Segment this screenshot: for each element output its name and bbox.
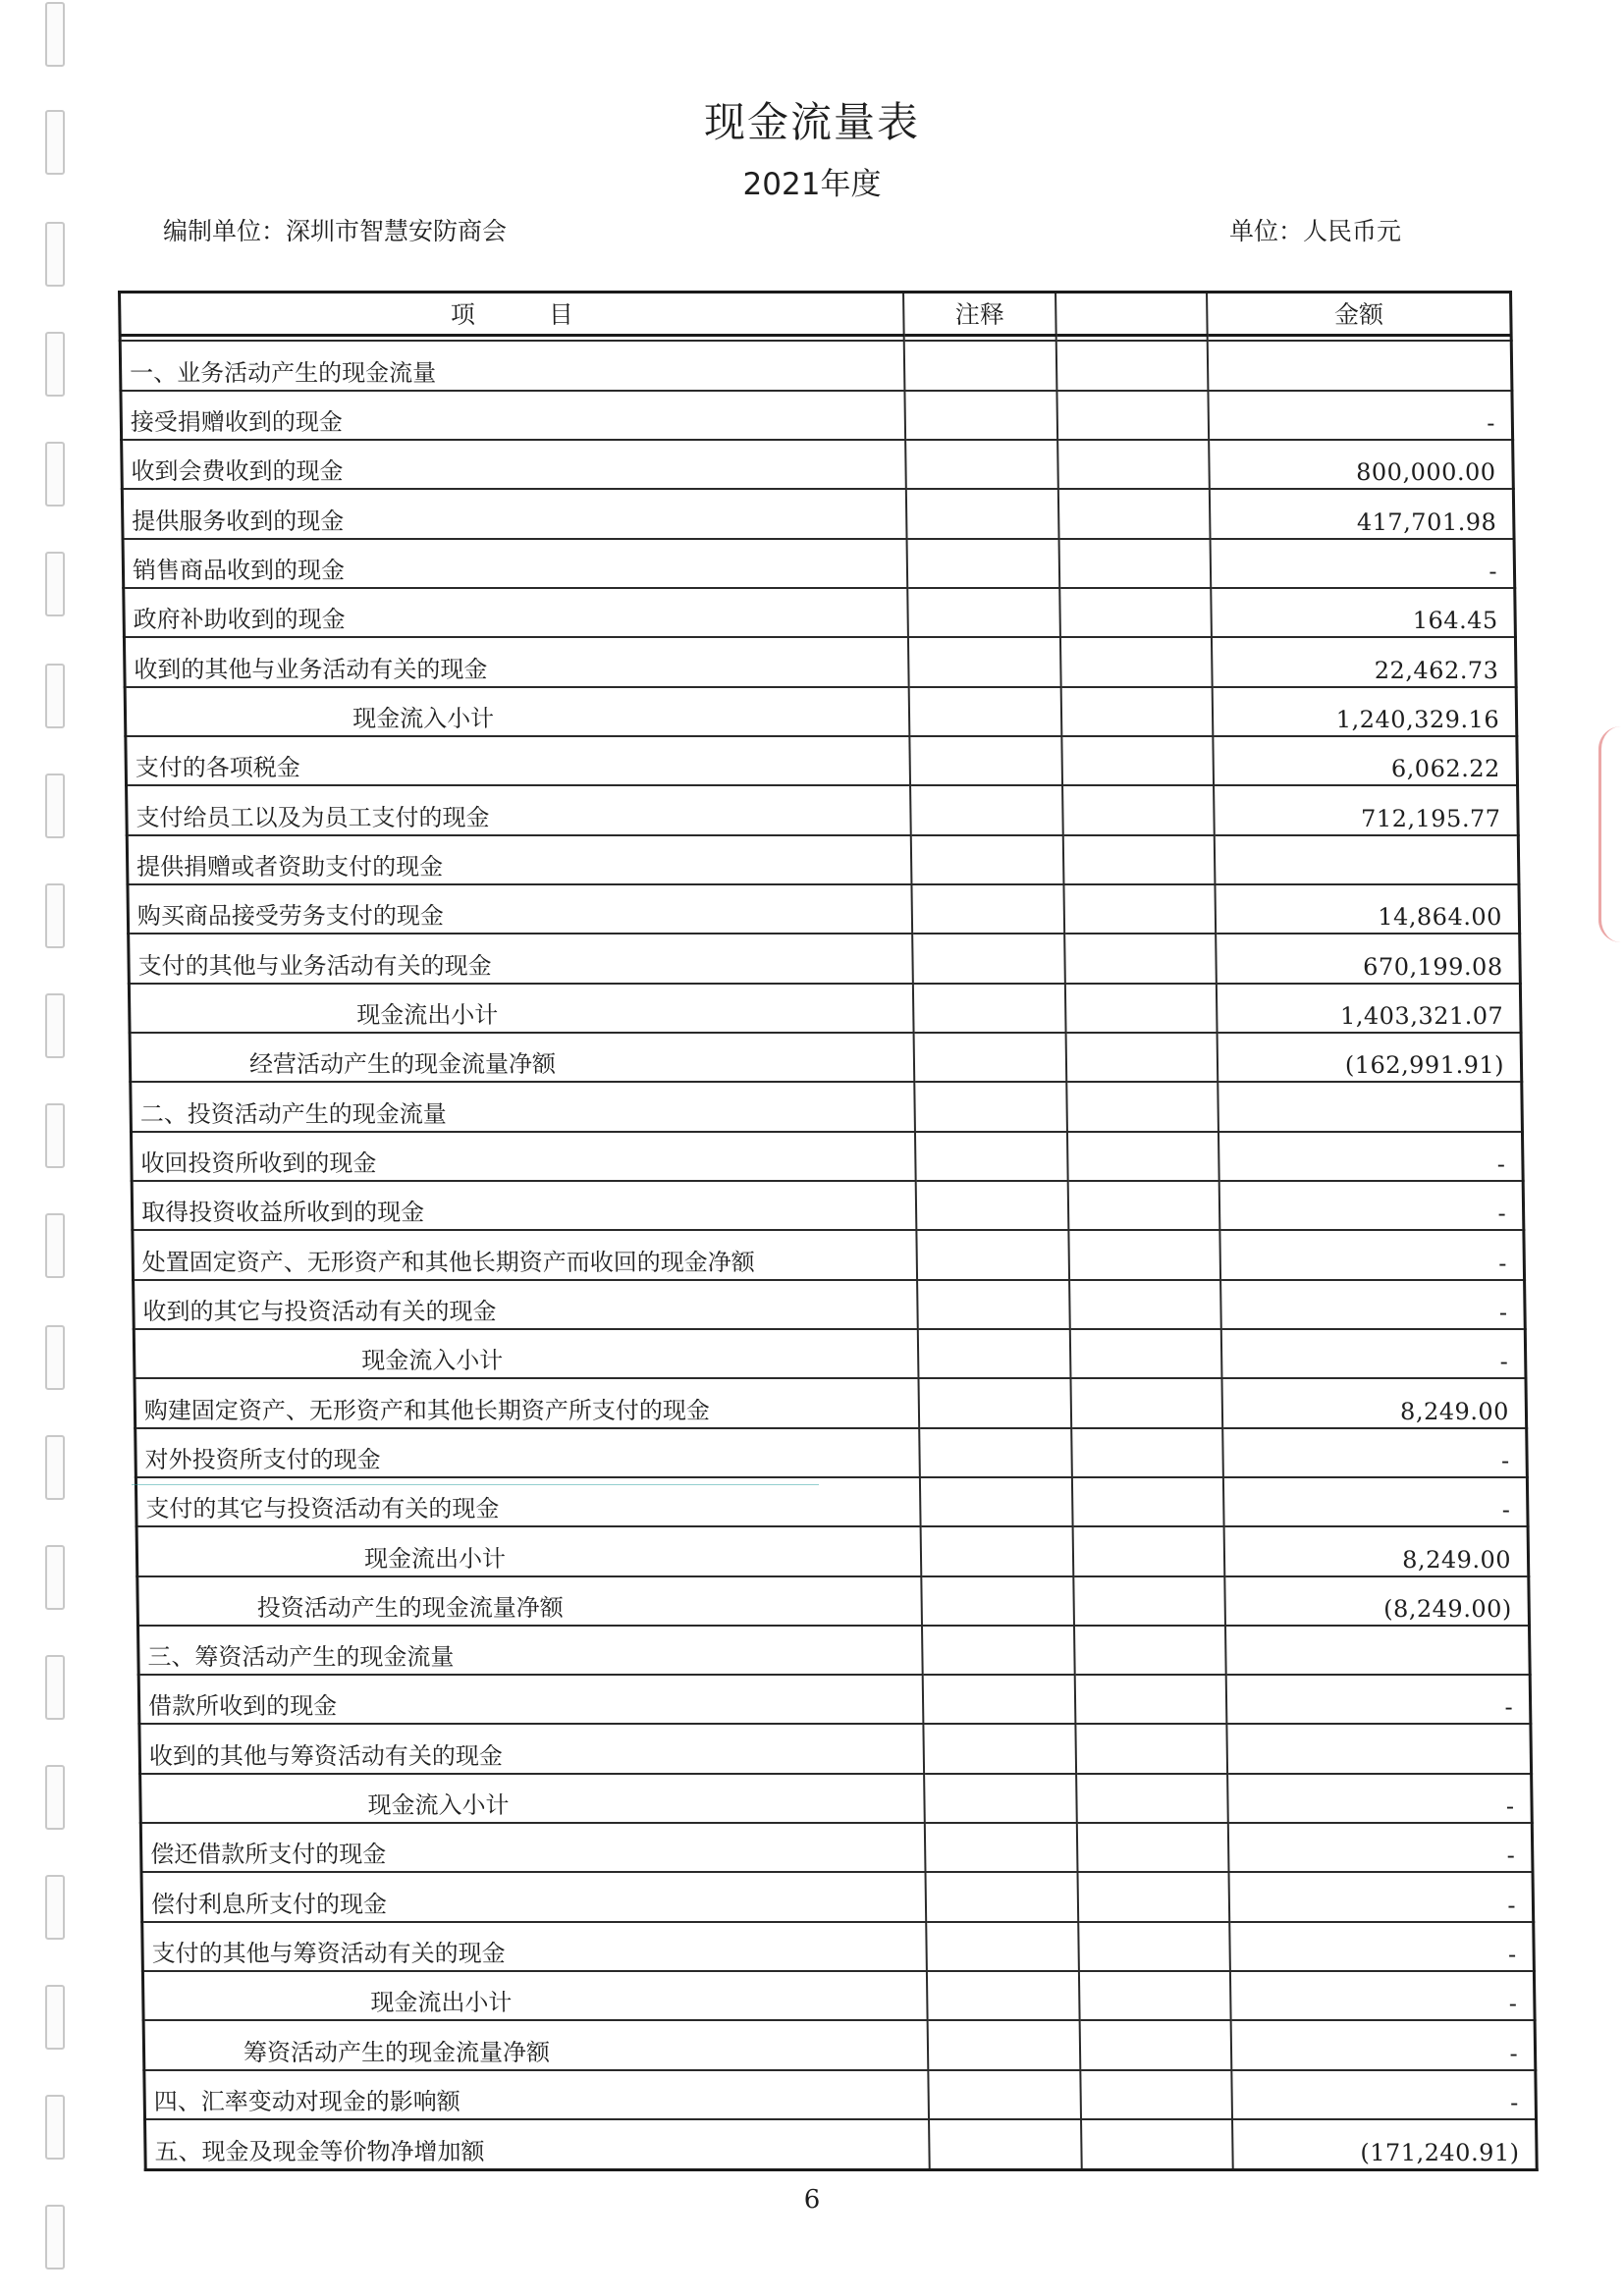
row-note-cell bbox=[914, 1082, 1066, 1131]
binding-holes bbox=[45, 0, 69, 2296]
table-body bbox=[120, 336, 1537, 2170]
row-amount: 8,249.00 bbox=[1222, 1378, 1527, 1427]
table-row bbox=[135, 1428, 1528, 1477]
row-amount: - bbox=[1232, 2070, 1537, 2119]
row-note-cell bbox=[910, 736, 1062, 785]
row-blank-cell bbox=[1057, 440, 1210, 489]
row-item-label: 经营活动产生的现金流量净额 bbox=[130, 1033, 914, 1082]
row-amount: - bbox=[1230, 1971, 1535, 2020]
row-item-label: 政府补助收到的现金 bbox=[124, 588, 908, 637]
row-note-cell bbox=[913, 984, 1065, 1033]
row-amount: - bbox=[1209, 391, 1513, 440]
table-row bbox=[122, 489, 1514, 538]
table-row bbox=[126, 736, 1518, 785]
row-item-label: 现金流入小计 bbox=[134, 1329, 918, 1378]
table-row bbox=[131, 1132, 1523, 1181]
row-item-label: 现金流出小计 bbox=[136, 1526, 921, 1575]
row-item-label: 四、汇率变动对现金的影响额 bbox=[144, 2070, 929, 2119]
column-header-note: 注释 bbox=[903, 293, 1056, 336]
column-header-item: 项 目 bbox=[120, 293, 904, 336]
row-note-cell bbox=[921, 1526, 1073, 1575]
table-row bbox=[143, 2020, 1536, 2069]
binding-hole bbox=[45, 2, 65, 67]
row-amount: - bbox=[1220, 1280, 1525, 1329]
binding-hole bbox=[45, 332, 65, 397]
row-item-label: 提供服务收到的现金 bbox=[122, 489, 906, 538]
row-blank-cell bbox=[1079, 1971, 1231, 2020]
row-blank-cell bbox=[1062, 835, 1215, 884]
row-item-label: 支付的其它与投资活动有关的现金 bbox=[135, 1477, 920, 1526]
row-item-label: 购建固定资产、无形资产和其他长期资产所支付的现金 bbox=[135, 1378, 919, 1427]
row-amount bbox=[1225, 1626, 1530, 1675]
row-note-cell bbox=[926, 1922, 1078, 1971]
row-note-cell bbox=[909, 687, 1061, 736]
table-row bbox=[134, 1329, 1526, 1378]
row-note-cell bbox=[924, 1724, 1076, 1773]
row-item-label: 购买商品接受劳务支付的现金 bbox=[128, 884, 912, 934]
table-row bbox=[123, 539, 1515, 588]
fiscal-year: 2021年度 bbox=[742, 167, 882, 202]
binding-hole bbox=[45, 993, 65, 1058]
row-item-label: 支付的其他与业务活动有关的现金 bbox=[129, 934, 913, 983]
table-row bbox=[127, 785, 1519, 834]
binding-hole bbox=[45, 1655, 65, 1720]
row-blank-cell bbox=[1056, 341, 1208, 390]
cash-flow-table bbox=[118, 291, 1539, 2171]
row-amount: - bbox=[1226, 1675, 1531, 1724]
table-row bbox=[139, 1724, 1532, 1773]
row-item-label: 偿付利息所支付的现金 bbox=[141, 1872, 926, 1921]
row-note-cell bbox=[916, 1181, 1068, 1230]
row-amount: - bbox=[1230, 1922, 1535, 1971]
row-amount bbox=[1218, 1082, 1523, 1131]
row-blank-cell bbox=[1071, 1428, 1223, 1477]
row-amount: - bbox=[1211, 539, 1515, 588]
row-blank-cell bbox=[1064, 934, 1217, 983]
page-title: 现金流量表 bbox=[703, 98, 920, 146]
row-item-label: 投资活动产生的现金流量净额 bbox=[137, 1576, 922, 1626]
binding-hole bbox=[45, 1545, 65, 1610]
stamp-edge bbox=[1598, 726, 1621, 942]
row-blank-cell bbox=[1062, 785, 1215, 834]
row-item-label: 二、投资活动产生的现金流量 bbox=[131, 1082, 915, 1131]
row-amount: - bbox=[1227, 1774, 1532, 1823]
row-blank-cell bbox=[1060, 687, 1213, 736]
table-row bbox=[134, 1280, 1526, 1329]
row-item-label: 筹资活动产生的现金流量净额 bbox=[143, 2020, 928, 2069]
row-blank-cell bbox=[1077, 1823, 1229, 1872]
binding-hole bbox=[45, 1103, 65, 1168]
row-item-label: 现金流出小计 bbox=[142, 1971, 927, 2020]
row-note-cell bbox=[918, 1329, 1070, 1378]
row-amount bbox=[1227, 1724, 1532, 1773]
row-amount: - bbox=[1218, 1132, 1523, 1181]
row-item-label: 三、筹资活动产生的现金流量 bbox=[137, 1626, 922, 1675]
table-row bbox=[140, 1823, 1533, 1872]
column-header-blank bbox=[1056, 293, 1208, 336]
row-blank-cell bbox=[1058, 489, 1211, 538]
row-amount bbox=[1208, 341, 1512, 390]
table-row bbox=[132, 1181, 1524, 1230]
row-item-label: 现金流入小计 bbox=[125, 687, 909, 736]
binding-hole bbox=[45, 552, 65, 616]
row-blank-cell bbox=[1068, 1230, 1220, 1279]
row-amount: 417,701.98 bbox=[1210, 489, 1514, 538]
row-amount: (8,249.00) bbox=[1225, 1576, 1530, 1626]
row-note-cell bbox=[919, 1378, 1071, 1427]
binding-hole bbox=[45, 1875, 65, 1940]
row-blank-cell bbox=[1074, 1675, 1226, 1724]
row-amount: 14,864.00 bbox=[1216, 884, 1520, 934]
row-blank-cell bbox=[1066, 1082, 1218, 1131]
row-item-label: 处置固定资产、无形资产和其他长期资产而收回的现金净额 bbox=[133, 1230, 917, 1279]
table-row bbox=[133, 1230, 1525, 1279]
row-blank-cell bbox=[1073, 1576, 1225, 1626]
binding-hole bbox=[45, 664, 65, 728]
row-note-cell bbox=[923, 1675, 1075, 1724]
row-amount: 1,403,321.07 bbox=[1217, 984, 1521, 1033]
table-row bbox=[122, 440, 1514, 489]
row-note-cell bbox=[905, 440, 1057, 489]
column-header-amount: 金额 bbox=[1207, 293, 1511, 336]
table-row bbox=[145, 2119, 1538, 2169]
row-note-cell bbox=[927, 1971, 1079, 2020]
row-blank-cell bbox=[1072, 1526, 1224, 1575]
row-blank-cell bbox=[1070, 1378, 1222, 1427]
row-blank-cell bbox=[1063, 884, 1216, 934]
row-amount: - bbox=[1223, 1428, 1528, 1477]
row-item-label: 现金流入小计 bbox=[140, 1774, 925, 1823]
row-note-cell bbox=[921, 1576, 1073, 1626]
table-row bbox=[144, 2070, 1537, 2119]
row-blank-cell bbox=[1069, 1280, 1221, 1329]
row-amount: (171,240.91) bbox=[1232, 2119, 1537, 2169]
row-note-cell bbox=[915, 1132, 1067, 1181]
row-amount: - bbox=[1221, 1329, 1526, 1378]
row-blank-cell bbox=[1081, 2119, 1233, 2169]
row-note-cell bbox=[911, 835, 1063, 884]
row-blank-cell bbox=[1060, 637, 1213, 686]
row-item-label: 对外投资所支付的现金 bbox=[135, 1428, 920, 1477]
table-row bbox=[124, 588, 1516, 637]
row-amount: - bbox=[1220, 1230, 1525, 1279]
row-note-cell bbox=[907, 539, 1059, 588]
row-amount: - bbox=[1223, 1477, 1528, 1526]
row-item-label: 支付的其他与筹资活动有关的现金 bbox=[142, 1922, 927, 1971]
table-row bbox=[135, 1378, 1527, 1427]
table-row bbox=[129, 984, 1521, 1033]
row-blank-cell bbox=[1070, 1329, 1222, 1378]
row-amount: 800,000.00 bbox=[1209, 440, 1513, 489]
row-item-label: 支付的各项税金 bbox=[126, 736, 910, 785]
table-row bbox=[142, 1922, 1535, 1971]
row-item-label: 现金流出小计 bbox=[129, 984, 913, 1033]
row-note-cell bbox=[926, 1872, 1078, 1921]
row-amount: 712,195.77 bbox=[1214, 785, 1518, 834]
row-blank-cell bbox=[1074, 1626, 1226, 1675]
row-item-label: 收到的其他与业务活动有关的现金 bbox=[124, 637, 908, 686]
row-blank-cell bbox=[1067, 1181, 1219, 1230]
row-item-label: 收到会费收到的现金 bbox=[122, 440, 906, 489]
cash-flow-table-wrapper bbox=[118, 291, 1539, 2171]
table-row bbox=[136, 1526, 1529, 1575]
row-item-label: 销售商品收到的现金 bbox=[123, 539, 907, 588]
table-row bbox=[129, 934, 1521, 983]
row-note-cell bbox=[929, 2119, 1081, 2169]
row-note-cell bbox=[905, 391, 1057, 440]
row-note-cell bbox=[924, 1774, 1076, 1823]
row-note-cell bbox=[907, 588, 1059, 637]
row-item-label: 五、现金及现金等价物净增加额 bbox=[145, 2119, 930, 2169]
row-blank-cell bbox=[1061, 736, 1214, 785]
row-amount: - bbox=[1231, 2020, 1536, 2069]
row-blank-cell bbox=[1080, 2070, 1232, 2119]
row-note-cell bbox=[910, 785, 1062, 834]
row-amount: 670,199.08 bbox=[1216, 934, 1520, 983]
row-amount: - bbox=[1229, 1872, 1534, 1921]
table-row bbox=[127, 835, 1519, 884]
table-row bbox=[141, 1872, 1534, 1921]
row-amount: 6,062.22 bbox=[1214, 736, 1518, 785]
row-note-cell bbox=[912, 934, 1064, 983]
row-blank-cell bbox=[1067, 1132, 1219, 1181]
row-amount: - bbox=[1228, 1823, 1533, 1872]
row-blank-cell bbox=[1065, 984, 1218, 1033]
row-note-cell bbox=[908, 637, 1060, 686]
binding-hole bbox=[45, 1765, 65, 1830]
row-item-label: 提供捐赠或者资助支付的现金 bbox=[127, 835, 911, 884]
row-item-label: 收到的其它与投资活动有关的现金 bbox=[134, 1280, 918, 1329]
row-note-cell bbox=[919, 1428, 1071, 1477]
row-blank-cell bbox=[1056, 391, 1209, 440]
row-blank-cell bbox=[1078, 1922, 1230, 1971]
row-note-cell bbox=[922, 1626, 1074, 1675]
row-amount bbox=[1215, 835, 1519, 884]
row-note-cell bbox=[912, 884, 1064, 934]
row-blank-cell bbox=[1059, 588, 1212, 637]
table-row bbox=[137, 1626, 1530, 1675]
table-row bbox=[138, 1675, 1531, 1724]
row-amount: 22,462.73 bbox=[1212, 637, 1516, 686]
row-item-label: 取得投资收益所收到的现金 bbox=[132, 1181, 916, 1230]
table-row bbox=[142, 1971, 1535, 2020]
row-note-cell bbox=[928, 2070, 1080, 2119]
row-blank-cell bbox=[1076, 1774, 1228, 1823]
row-note-cell bbox=[920, 1477, 1072, 1526]
currency-unit: 单位：人民币元 bbox=[1229, 217, 1402, 245]
table-header-row bbox=[120, 293, 1512, 336]
row-blank-cell bbox=[1058, 539, 1211, 588]
table-row bbox=[120, 341, 1512, 390]
row-blank-cell bbox=[1079, 2020, 1231, 2069]
scan-mark bbox=[132, 1484, 819, 1485]
table-row bbox=[137, 1576, 1530, 1626]
binding-hole bbox=[45, 774, 65, 838]
row-item-label: 接受捐赠收到的现金 bbox=[121, 391, 905, 440]
row-note-cell bbox=[917, 1280, 1069, 1329]
table-row bbox=[121, 391, 1513, 440]
binding-hole bbox=[45, 1985, 65, 2050]
binding-hole bbox=[45, 1435, 65, 1500]
row-amount: (162,991.91) bbox=[1218, 1033, 1522, 1082]
page-number: 6 bbox=[803, 2185, 821, 2215]
row-item-label: 偿还借款所支付的现金 bbox=[140, 1823, 925, 1872]
row-item-label: 借款所收到的现金 bbox=[138, 1675, 923, 1724]
row-amount: - bbox=[1219, 1181, 1524, 1230]
table-row bbox=[125, 687, 1517, 736]
row-amount: 1,240,329.16 bbox=[1213, 687, 1517, 736]
row-item-label: 支付给员工以及为员工支付的现金 bbox=[127, 785, 911, 834]
row-blank-cell bbox=[1072, 1477, 1224, 1526]
row-blank-cell bbox=[1075, 1724, 1227, 1773]
table-row bbox=[131, 1082, 1523, 1131]
row-note-cell bbox=[906, 489, 1058, 538]
row-amount: 164.45 bbox=[1212, 588, 1516, 637]
row-note-cell bbox=[904, 341, 1056, 390]
row-item-label: 收到的其他与筹资活动有关的现金 bbox=[139, 1724, 924, 1773]
row-note-cell bbox=[925, 1823, 1077, 1872]
table-row bbox=[130, 1033, 1522, 1082]
row-note-cell bbox=[928, 2020, 1080, 2069]
binding-hole bbox=[45, 222, 65, 287]
binding-hole bbox=[45, 2095, 65, 2160]
preparing-entity: 编制单位：深圳市智慧安防商会 bbox=[163, 217, 508, 245]
binding-hole bbox=[45, 442, 65, 507]
table-row bbox=[124, 637, 1516, 686]
row-item-label: 收回投资所收到的现金 bbox=[131, 1132, 915, 1181]
table-row bbox=[140, 1774, 1533, 1823]
table-row bbox=[128, 884, 1520, 934]
row-note-cell bbox=[917, 1230, 1069, 1279]
row-note-cell bbox=[914, 1033, 1066, 1082]
binding-hole bbox=[45, 883, 65, 948]
binding-hole bbox=[45, 1325, 65, 1390]
row-amount: 8,249.00 bbox=[1224, 1526, 1529, 1575]
row-blank-cell bbox=[1077, 1872, 1229, 1921]
binding-hole bbox=[45, 1213, 65, 1278]
row-item-label: 一、业务活动产生的现金流量 bbox=[120, 341, 904, 390]
row-blank-cell bbox=[1065, 1033, 1218, 1082]
